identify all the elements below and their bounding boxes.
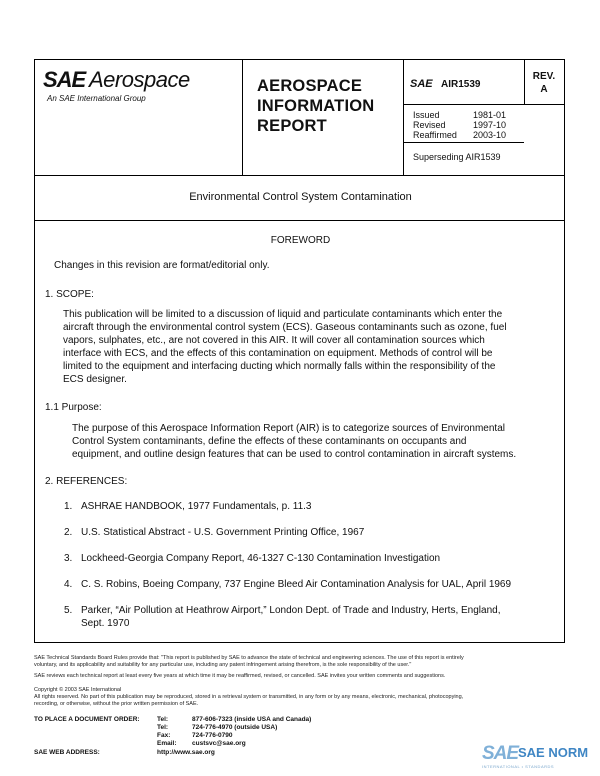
rights-line: recording, or otherwise, without the prior written permission of SAE. [34, 701, 199, 707]
reaffirmed-value: 2003-10 [473, 130, 507, 140]
doc-type-line: INFORMATION [257, 97, 375, 115]
logo-aerospace: Aerospace [89, 67, 190, 92]
logo-subtitle: An SAE International Group [47, 94, 146, 103]
doc-type-line: AEROSPACE [257, 77, 363, 95]
contact-label: Fax: [157, 732, 171, 739]
contact-email-link[interactable]: custsvc@sae.org [192, 740, 246, 747]
rev-label: REV. [532, 71, 556, 82]
paragraph-line: vapors, sulphates, etc., are not covered in this AIR. It will cover all contamination sources which [63, 335, 485, 346]
reference-number: 3. [64, 553, 73, 564]
reference-item: U.S. Statistical Abstract - U.S. Government Printing Office, 1967 [81, 527, 365, 538]
header-divider [242, 60, 243, 176]
superseding-note: Superseding AIR1539 [413, 152, 501, 162]
sae-mark: SAE [410, 78, 433, 90]
revised-label: Revised [413, 120, 446, 130]
footer-line: voluntary, and its applicability and suitability for any particular use, including any patent infringement arising therefrom, is the sole responsibility of the user." [34, 662, 412, 668]
purpose-paragraph [72, 422, 532, 461]
logo-sae: SAE [43, 67, 86, 92]
web-label: SAE WEB ADDRESS: [34, 749, 100, 756]
issued-label: Issued [413, 110, 440, 120]
reference-number: 1. [64, 501, 73, 512]
review-note: SAE reviews each technical report at least every five years at which time it may be reaffirmed, revised, or cancelled. SAE invites your written comments and suggestions. [34, 673, 446, 679]
sae-norm-logo-subtitle: INTERNATIONAL • STANDARDS [482, 764, 555, 769]
contact-value: 724-776-0790 [192, 732, 233, 739]
scope-heading: 1. SCOPE: [45, 289, 94, 300]
doc-type-line: REPORT [257, 117, 327, 135]
title-box [34, 175, 565, 221]
reference-item: C. S. Robins, Boeing Company, 737 Engine Bleed Air Contamination Analysis for UAL, April 1969 [81, 579, 512, 590]
references-heading: 2. REFERENCES: [45, 476, 128, 487]
paragraph-line: equipment, and outline design features that can be used to control contamination in aircraft systems. [72, 449, 517, 460]
document-number: AIR1539 [441, 79, 481, 90]
contact-label: Tel: [157, 716, 169, 723]
paragraph-line: This publication will be limited to a discussion of liquid and particulate contaminants which enter the [63, 309, 503, 320]
reference-number: 2. [64, 527, 73, 538]
document-title: Environmental Control System Contamination [189, 191, 412, 203]
paragraph-line: The purpose of this Aerospace Information Report (AIR) is to categorize sources of Environmental [72, 423, 505, 434]
purpose-heading: 1.1 Purpose: [45, 402, 102, 413]
contact-value: 724-776-4970 (outside USA) [192, 724, 278, 731]
revised-value: 1997-10 [473, 120, 507, 130]
reference-item-continued: Sept. 1970 [81, 618, 130, 629]
rev-value: A [540, 84, 548, 95]
footer-line: SAE Technical Standards Board Rules provide that: "This report is published by SAE to advance the state of technical and engineering sciences. The use of this report is entirely [34, 655, 464, 661]
header-box [34, 59, 565, 176]
copyright-line: Copyright © 2003 SAE International [34, 687, 122, 693]
revision-box [524, 70, 564, 96]
rights-line: All rights reserved. No part of this publication may be reproduced, stored in a retrieval system or transmitted, in any form or by any means, electronic, mechanical, photocopying, [34, 694, 464, 700]
contact-label: Email: [157, 740, 177, 747]
reference-item: Parker, “Air Pollution at Heathrow Airport,” London Dept. of Trade and Industry, Herts, England, [81, 605, 501, 616]
issued-value: 1981-01 [473, 110, 507, 120]
foreword-text: Changes in this revision are format/editorial only. [54, 260, 270, 271]
paragraph-line: aircraft through the environmental control system (ECS). Gaseous contaminants such as ozone, fuel [63, 322, 507, 333]
sae-norm-logo-mark: SAE [482, 743, 519, 764]
document-type [257, 76, 374, 136]
contact-value: 877-606-7323 (inside USA and Canada) [192, 716, 312, 723]
header-divider [403, 60, 404, 176]
board-rules [34, 655, 574, 669]
web-address-link[interactable]: http://www.sae.org [157, 749, 215, 756]
reaffirmed-label: Reaffirmed [413, 130, 457, 140]
reference-number: 5. [64, 605, 73, 616]
reference-item: Lockheed-Georgia Company Report, 46-1327 C-130 Contamination Investigation [81, 553, 441, 564]
paragraph-line: limited to the equipment and interfacing ducting which normally falls within the responsibility of the [63, 361, 496, 372]
copyright-block [34, 687, 574, 708]
paragraph-line: Control System contaminants, define the effects of these contaminants on occupants and [72, 436, 467, 447]
foreword-heading: FOREWORD [270, 235, 331, 246]
contact-label: Tel: [157, 724, 169, 731]
paragraph-line: interface with ECS, and the effects of this contamination on equipment. Methods of control will be [63, 348, 493, 359]
paragraph-line: ECS designer. [63, 374, 127, 385]
order-label: TO PLACE A DOCUMENT ORDER: [34, 716, 140, 723]
reference-number: 4. [64, 579, 73, 590]
reference-item: ASHRAE HANDBOOK, 1977 Fundamentals, p. 11.3 [81, 501, 312, 512]
scope-paragraph [63, 308, 523, 386]
meta-divider [403, 142, 524, 143]
sae-norm-logo-text: SAE NORM [518, 745, 589, 760]
body-box [34, 221, 565, 643]
rev-underline [403, 104, 565, 105]
